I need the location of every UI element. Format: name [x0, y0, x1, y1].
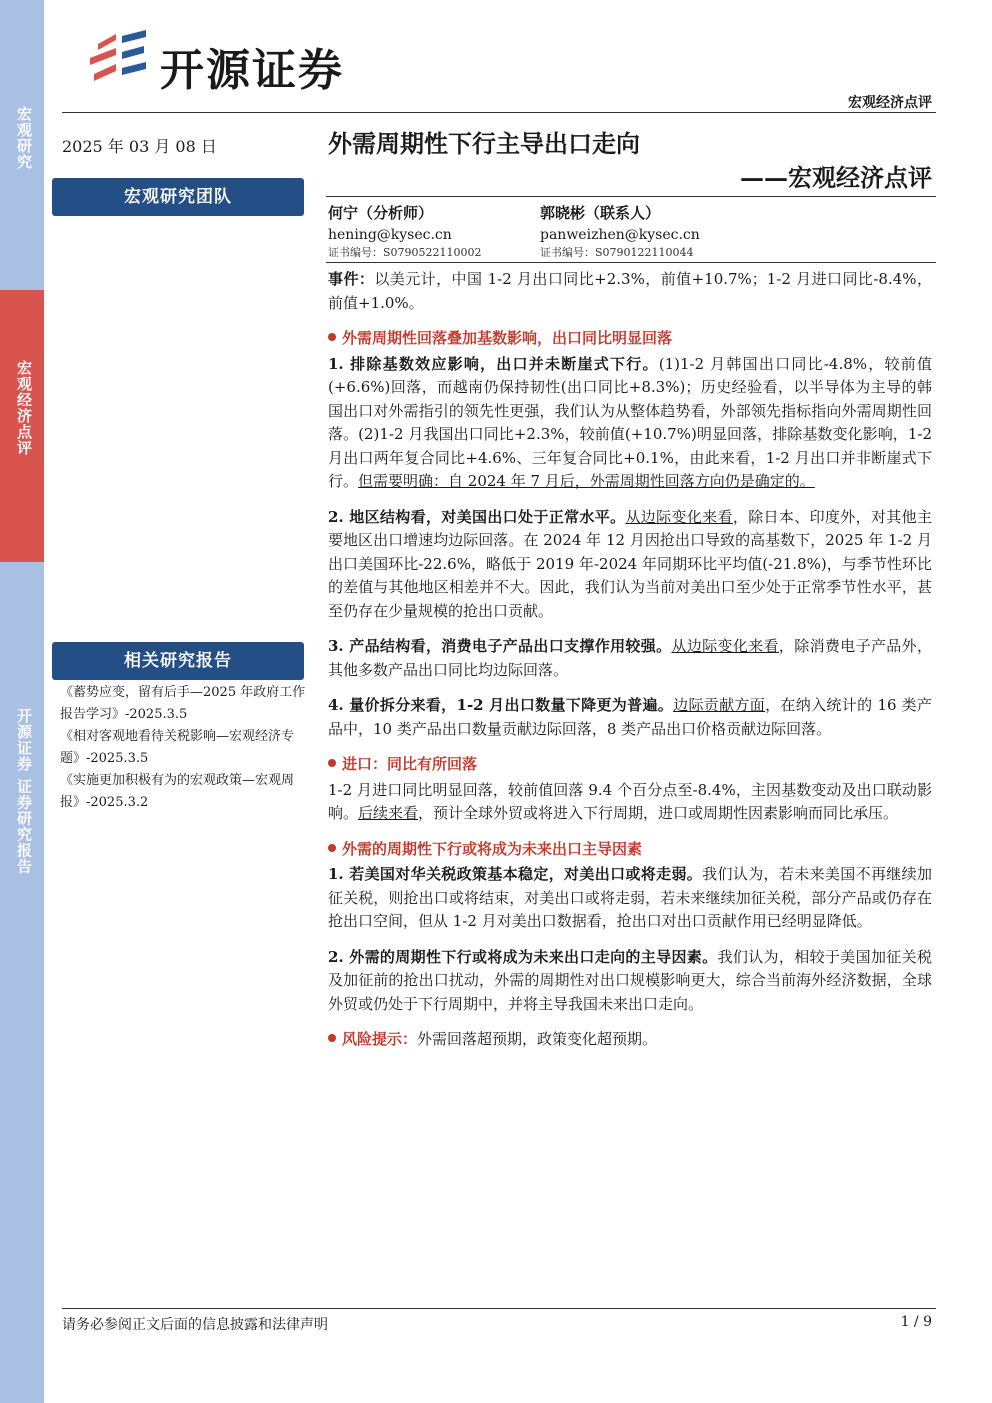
paragraph — [328, 353, 932, 494]
paragraph-underline: 但需要明确：自 2024 年 7 月后，外需周期性回落方向仍是确定的。 — [358, 472, 815, 490]
section-2-heading: 进口：同比有所回落 — [342, 755, 478, 773]
analyst-2-name: 郭晓彬（联系人） — [540, 204, 661, 222]
paragraph — [328, 779, 932, 826]
event-paragraph — [328, 268, 932, 315]
section-heading — [328, 753, 932, 777]
analyst-divider — [326, 262, 936, 263]
analyst-1-email[interactable]: hening@kysec.cn — [328, 227, 452, 243]
bullet-dot-icon — [328, 759, 336, 767]
sidebar-top-label: 宏观研究 — [15, 106, 33, 170]
report-date: 2025 年 03 月 08 日 — [62, 137, 217, 156]
paragraph-lead: 1. 排除基数效应影响，出口并未断崖式下行。 — [328, 354, 659, 373]
footer-disclaimer: 请务必参阅正文后面的信息披露和法律声明 — [62, 1317, 328, 1333]
report-title: 外需周期性下行主导出口走向 — [328, 129, 640, 158]
analyst-2-cert: 证书编号：S0790122110044 — [540, 246, 694, 259]
paragraph — [328, 694, 932, 741]
bullet-dot-icon — [328, 333, 336, 341]
paragraph — [328, 635, 932, 682]
bullet-dot-icon — [328, 844, 336, 852]
analyst-2-email[interactable]: panweizhen@kysec.cn — [540, 227, 700, 243]
paragraph-lead: 3. 产品结构看，消费电子产品出口支撑作用较强。 — [328, 637, 672, 655]
page-number: 1 / 9 — [900, 1314, 932, 1330]
paragraph-text: (1)1-2 月韩国出口同比-4.8%，较前值(+6.6%)回落，而越南仍保持韧性(出口同比+8.3%)；历史经验看，以半导体为主导的韩国出口对外需指引的领先性更强，我们认为从整体趋势看，外部领先指标指向外需周期性回落。(2)1-2 月我国出口同比+2.3%，较前值(+10.7%)明显回落，排除基数变化影响，1-2 月出口两年复合同比+4.6%、三年复合同比+0.1%，由此来看，1-2 月出口并非断崖式下行。 — [328, 354, 932, 490]
event-text: 以美元计，中国 1-2 月出口同比+2.3%，前值+10.7%；1-2 月进口同比-8.4%，前值+1.0%。 — [328, 270, 932, 312]
paragraph — [328, 506, 932, 624]
related-header: 相关研究报告 — [52, 642, 304, 680]
report-category: 宏观经济点评 — [848, 95, 932, 111]
paragraph-underline: 从边际变化来看 — [625, 507, 733, 526]
paragraph-text: ，除消费电子产品外，其他多数产品出口同比均边际回落。 — [328, 637, 932, 679]
risk-text: 外需回落超预期，政策变化超预期。 — [417, 1030, 658, 1048]
paragraph-lead: 4. 量价拆分来看，1-2 月出口数量下降更为普遍。 — [328, 696, 674, 714]
footer-divider — [62, 1308, 936, 1309]
section-1-heading: 外需周期性回落叠加基数影响，出口同比明显回落 — [342, 329, 673, 347]
bullet-dot-icon — [328, 1034, 336, 1042]
paragraph-lead: 2. 地区结构看，对美国出口处于正常水平。 — [328, 507, 626, 526]
related-report-item[interactable]: 《相对客观地看待关税影响—宏观经济专题》-2025.3.5 — [60, 729, 295, 766]
related-reports-list — [60, 682, 310, 814]
section-heading — [328, 327, 932, 351]
paragraph-text: 1-2 月进口同比明显回落，较前值回落 9.4 个百分点至-8.4%，主因基数变动及出口联动影响。 — [328, 780, 932, 822]
sidebar-top-block — [0, 0, 44, 290]
paragraph-text: ，预计全球外贸或将进入下行周期，进口或周期性因素影响而同比承压。 — [418, 804, 899, 822]
analyst-1 — [328, 204, 482, 262]
report-subtitle: ——宏观经济点评 — [740, 163, 932, 192]
sidebar — [0, 0, 44, 1403]
paragraph-text: 我们认为，相较于美国加征关税及加征前的抢出口扰动，外需的周期性对出口规模影响更大，综合当前海外经济数据，全球外贸或仍处于下行周期中，并将主导我国未来出口走向。 — [328, 947, 932, 1013]
sidebar-bottom-label: 开源证券 证券研究报告 — [15, 708, 33, 875]
paragraph-underline: 从边际变化来看 — [671, 637, 779, 655]
paragraph-text: ，在纳入统计的 16 类产品中，10 类产品出口数量贡献边际回落，8 类产品出口价格贡献边际回落。 — [328, 696, 932, 738]
title-divider — [326, 196, 936, 197]
paragraph-lead: 2. 外需的周期性下行或将成为未来出口走向的主导因素。 — [328, 947, 718, 966]
header-divider — [62, 112, 936, 113]
brand-logo-icon — [88, 30, 148, 90]
risk-label: 风险提示： — [342, 1030, 418, 1048]
brand-name: 开源证券 — [160, 45, 344, 96]
paragraph-underline: 边际贡献方面 — [673, 696, 766, 714]
analyst-2 — [540, 204, 700, 262]
section-3-heading: 外需的周期性下行或将成为未来出口主导因素 — [342, 839, 643, 858]
paragraph-lead: 1. 若美国对华关税政策基本稳定，对美出口或将走弱。 — [328, 865, 703, 883]
related-report-item[interactable]: 《实施更加积极有为的宏观政策—宏观周报》-2025.3.2 — [60, 773, 295, 810]
paragraph-underline: 后续来看 — [358, 804, 419, 822]
analyst-1-cert: 证书编号：S0790522110002 — [328, 246, 482, 259]
analyst-1-name: 何宁（分析师） — [328, 204, 434, 222]
report-body — [328, 268, 932, 1064]
paragraph — [328, 863, 932, 934]
sidebar-mid-label: 宏观经济点评 — [15, 360, 33, 456]
paragraph-text: ，除日本、印度外，对其他主要地区出口增速均边际回落。在 2024 年 12 月因抢出口导致的高基数下，2025 年 1-2 月出口美国环比-22.6%，略低于 2019 年-2024 年同期环比平均值(-21.8%)，与季节性环比的差值与其他地区相差并不大。因此，我们认为当前对美出口至少处于正常季节性水平，甚至仍存在少量规模的抢出口贡献。 — [328, 507, 932, 620]
paragraph-text: 我们认为，若未来美国不再继续加征关税，则抢出口或将结束，对美出口或将走弱，若未来继续加征关税，部分产品或仍存在抢出口空间，但从 1-2 月对美出口数据看，抢出口对出口贡献作用已经明显降低。 — [328, 865, 932, 930]
event-label: 事件： — [328, 270, 375, 288]
risk-paragraph — [328, 1028, 932, 1052]
team-header: 宏观研究团队 — [52, 178, 304, 216]
related-report-item[interactable]: 《蓄势应变，留有后手—2025 年政府工作报告学习》-2025.3.5 — [60, 685, 306, 722]
sidebar-accent-block — [0, 290, 44, 562]
paragraph — [328, 946, 932, 1017]
sidebar-bottom-block — [0, 562, 44, 1403]
section-heading — [328, 838, 932, 862]
